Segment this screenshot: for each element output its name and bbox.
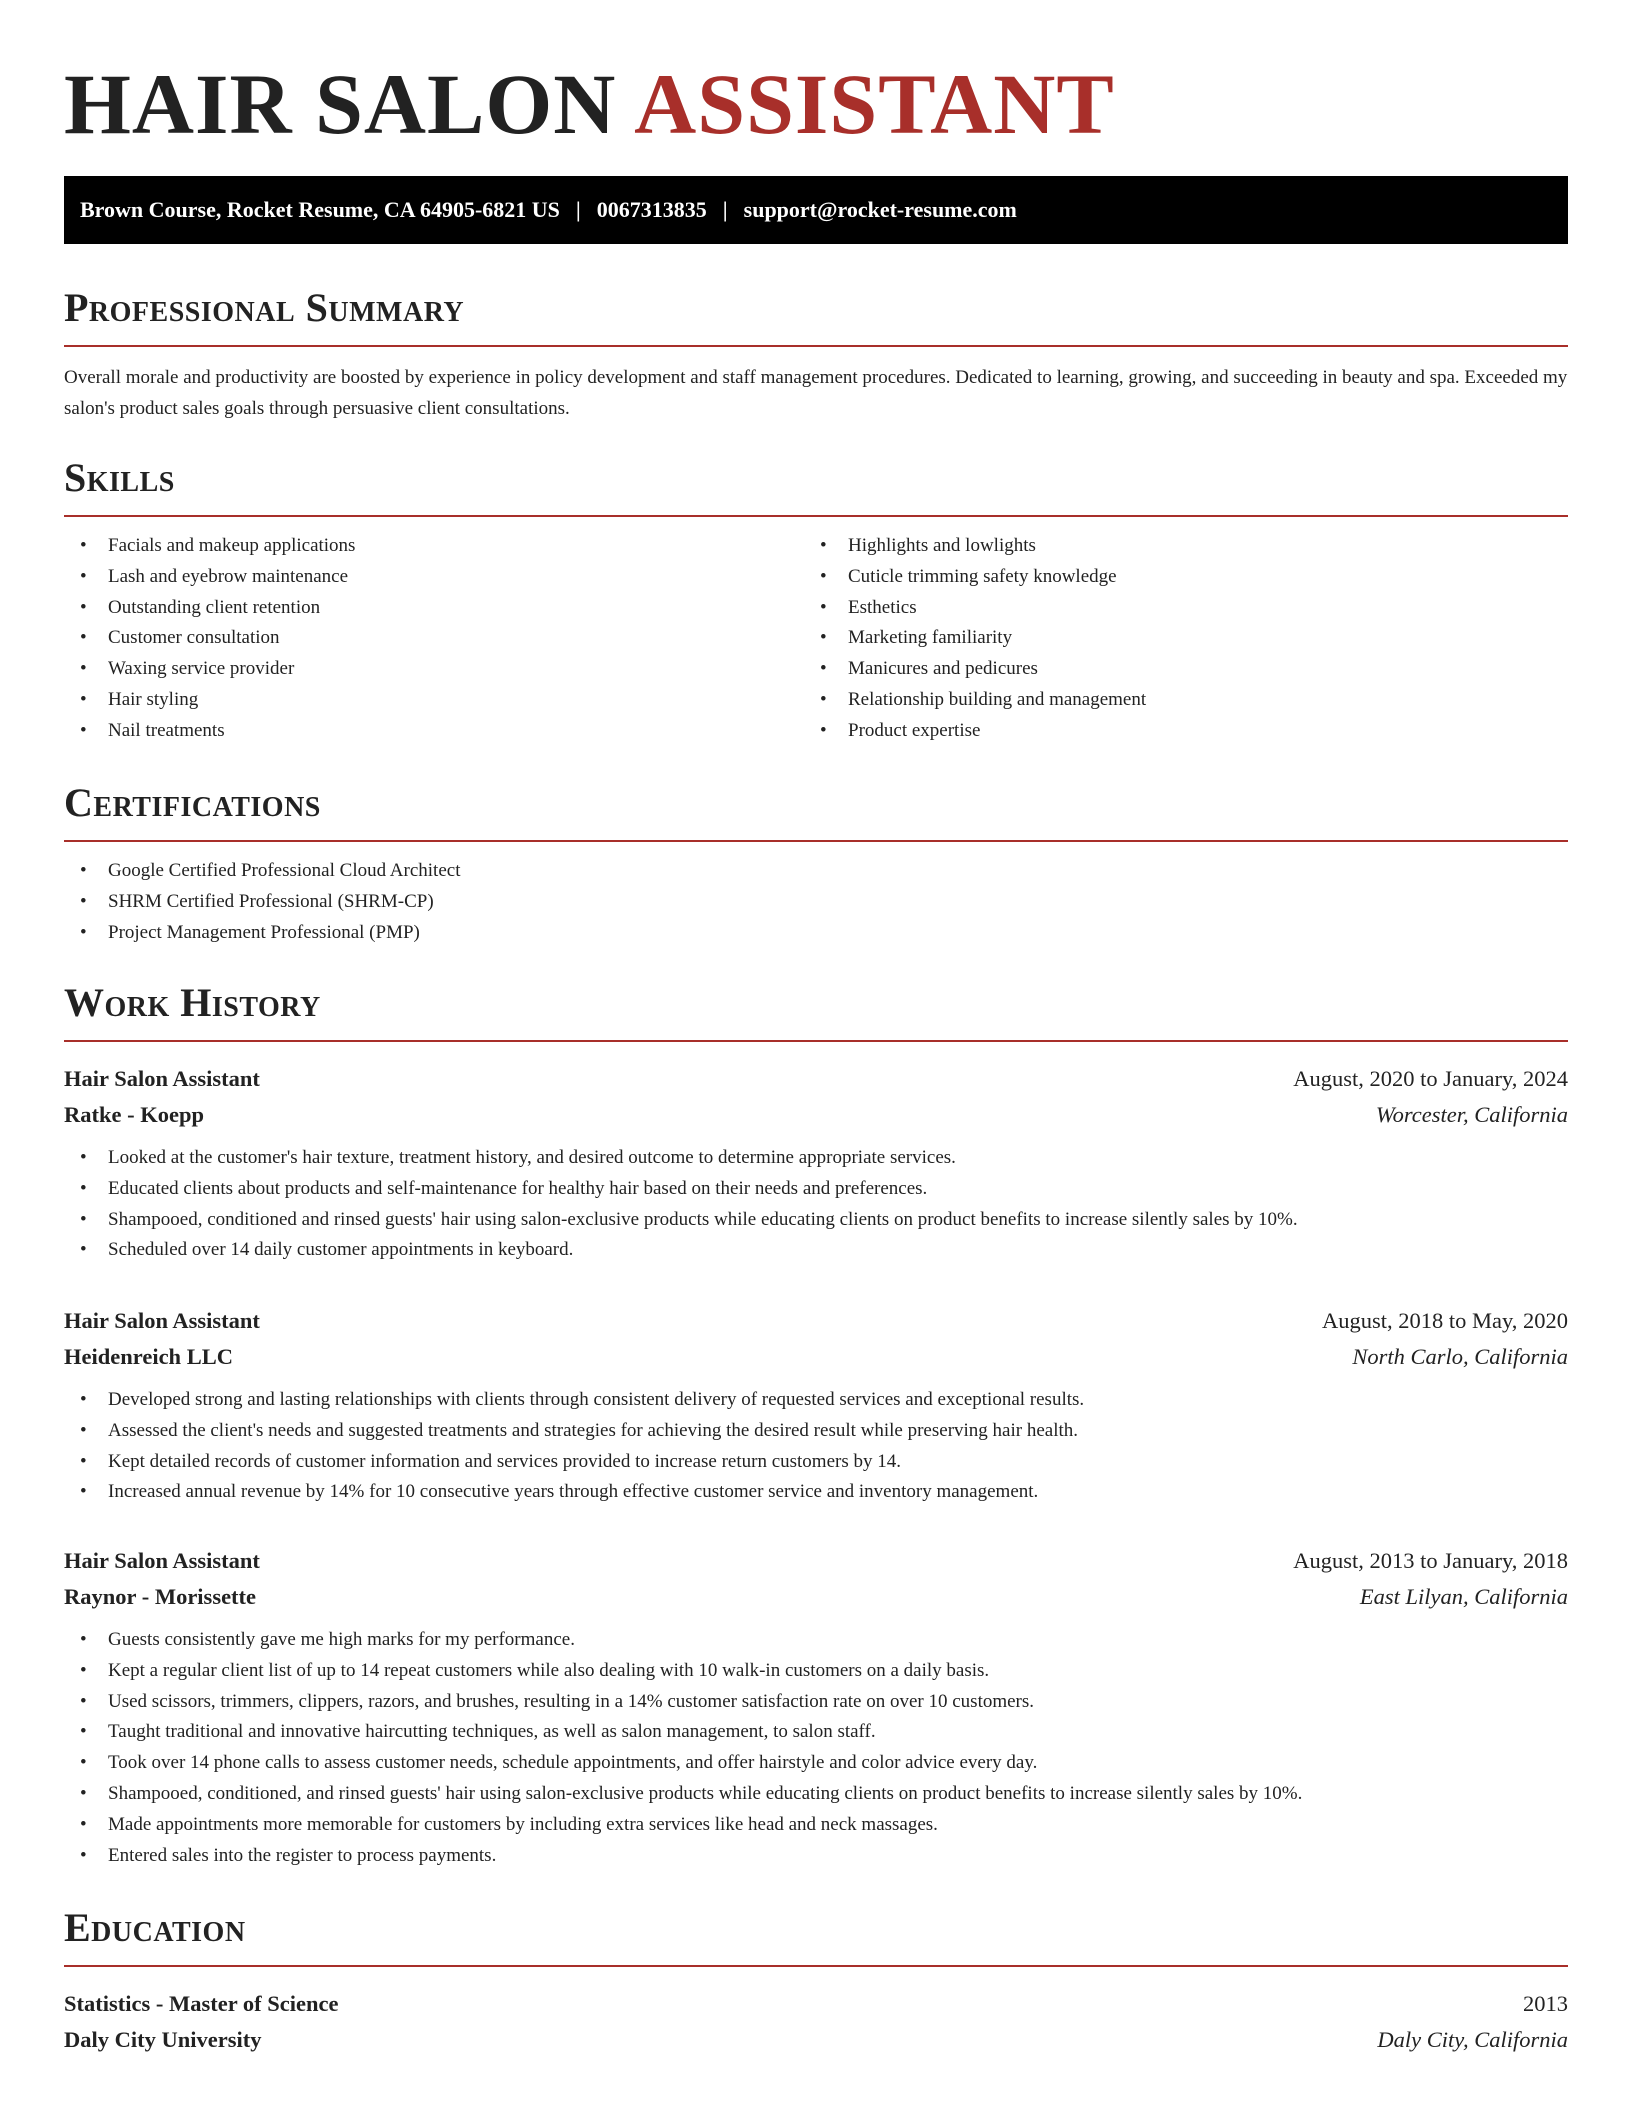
education-section bbox=[64, 1903, 1568, 1967]
job-title: Hair Salon Assistant bbox=[64, 1548, 260, 1573]
skill-item: • Manicures and pedicures bbox=[804, 654, 1544, 685]
skill-item: • Hair styling bbox=[64, 685, 804, 716]
contact-separator: | bbox=[722, 197, 728, 222]
skill-item: • Highlights and lowlights bbox=[804, 531, 1544, 562]
job-title-row bbox=[64, 1061, 1568, 1097]
skills-list-right bbox=[804, 531, 1544, 747]
job-company-row bbox=[64, 1339, 1568, 1375]
education-degree: Statistics - Master of Science bbox=[64, 1991, 339, 2016]
skills-section bbox=[64, 453, 1568, 747]
skills-heading: Skills bbox=[64, 455, 175, 500]
job-bullet: • Guests consistently gave me high marks for my performance. bbox=[64, 1625, 1568, 1656]
job-company-row bbox=[64, 1579, 1568, 1615]
job-company: Heidenreich LLC bbox=[64, 1344, 233, 1369]
job-bullet: • Took over 14 phone calls to assess customer needs, schedule appointments, and offer hairstyle and color advice every day. bbox=[64, 1748, 1568, 1779]
skill-item: • Facials and makeup applications bbox=[64, 531, 804, 562]
certifications-section bbox=[64, 778, 1568, 948]
skills-grid bbox=[64, 531, 1568, 747]
skills-list-left bbox=[64, 531, 804, 747]
job-title: Hair Salon Assistant bbox=[64, 1066, 260, 1091]
skill-item: • Esthetics bbox=[804, 593, 1544, 624]
education-school-row bbox=[64, 2022, 1568, 2058]
job-location: North Carlo, California bbox=[1352, 1344, 1568, 1369]
job-bullet: • Educated clients about products and self-maintenance for healthy hair based on their needs and preferences. bbox=[64, 1174, 1568, 1205]
education-school: Daly City University bbox=[64, 2027, 262, 2052]
summary-heading: Professional Summary bbox=[64, 285, 465, 330]
certifications-list bbox=[64, 856, 1568, 948]
job-company-row bbox=[64, 1097, 1568, 1133]
contact-bar bbox=[64, 176, 1568, 244]
work-history-section bbox=[64, 978, 1568, 1042]
job-company: Ratke - Koepp bbox=[64, 1102, 204, 1127]
job-title-row bbox=[64, 1303, 1568, 1339]
skill-item: • Customer consultation bbox=[64, 623, 804, 654]
job-bullet: • Scheduled over 14 daily customer appointments in keyboard. bbox=[64, 1235, 1568, 1266]
certifications-heading: Certifications bbox=[64, 780, 321, 825]
education-entry bbox=[64, 1986, 1568, 2058]
certification-item: • Project Management Professional (PMP) bbox=[64, 918, 1568, 949]
name-primary: HAIR SALON bbox=[64, 56, 617, 152]
skill-item: • Waxing service provider bbox=[64, 654, 804, 685]
summary-text: Overall morale and productivity are boosted by experience in policy development and staff management procedures. Dedicated to learning, growing, and succeeding in beauty and spa. Exceeded my salon's product sales goals through persuasive client consultations. bbox=[64, 367, 1568, 419]
job-bullets bbox=[64, 1143, 1568, 1266]
contact-email: support@rocket-resume.com bbox=[743, 197, 1017, 222]
job-title-row bbox=[64, 1543, 1568, 1579]
section-divider bbox=[64, 840, 1568, 842]
skill-item: • Outstanding client retention bbox=[64, 593, 804, 624]
job-dates: August, 2018 to May, 2020 bbox=[1321, 1308, 1568, 1333]
job-bullet: • Entered sales into the register to process payments. bbox=[64, 1841, 1568, 1872]
job-title: Hair Salon Assistant bbox=[64, 1308, 260, 1333]
contact-separator: | bbox=[575, 197, 581, 222]
summary-section bbox=[64, 283, 1568, 424]
certification-item: • SHRM Certified Professional (SHRM-CP) bbox=[64, 887, 1568, 918]
job-location: Worcester, California bbox=[1375, 1102, 1568, 1127]
job-bullet: • Made appointments more memorable for customers by including extra services like head and neck massages. bbox=[64, 1810, 1568, 1841]
job-bullet: • Assessed the client's needs and suggested treatments and strategies for achieving the desired result while preserving hair health. bbox=[64, 1416, 1568, 1447]
skill-item: • Cuticle trimming safety knowledge bbox=[804, 562, 1544, 593]
education-location: Daly City, California bbox=[1377, 2027, 1568, 2052]
contact-phone: 0067313835 bbox=[596, 197, 707, 222]
section-divider bbox=[64, 1965, 1568, 1967]
job-bullets bbox=[64, 1625, 1568, 1871]
skill-item: • Marketing familiarity bbox=[804, 623, 1544, 654]
section-divider bbox=[64, 1040, 1568, 1042]
skill-item: • Nail treatments bbox=[64, 716, 804, 747]
job-dates: August, 2013 to January, 2018 bbox=[1293, 1548, 1568, 1573]
job-bullets bbox=[64, 1385, 1568, 1508]
section-divider bbox=[64, 345, 1568, 347]
job-location: East Lilyan, California bbox=[1359, 1584, 1568, 1609]
skill-item: • Relationship building and management bbox=[804, 685, 1544, 716]
name-accent: ASSISTANT bbox=[634, 56, 1115, 152]
work-history-heading: Work History bbox=[64, 980, 321, 1025]
skill-item: • Lash and eyebrow maintenance bbox=[64, 562, 804, 593]
resume-name bbox=[64, 52, 1115, 156]
certification-item: • Google Certified Professional Cloud Architect bbox=[64, 856, 1568, 887]
job-bullet: • Shampooed, conditioned, and rinsed guests' hair using salon-exclusive products while educating clients on product benefits to increase silently sales by 10%. bbox=[64, 1779, 1568, 1810]
job-bullet: • Used scissors, trimmers, clippers, razors, and brushes, resulting in a 14% customer satisfaction rate on over 10 customers. bbox=[64, 1687, 1568, 1718]
education-year: 2013 bbox=[1523, 1991, 1568, 2016]
job-entry bbox=[64, 1303, 1568, 1508]
job-entry bbox=[64, 1061, 1568, 1266]
job-bullet: • Taught traditional and innovative haircutting techniques, as well as salon management, to salon staff. bbox=[64, 1717, 1568, 1748]
job-company: Raynor - Morissette bbox=[64, 1584, 257, 1609]
job-bullet: • Shampooed, conditioned and rinsed guests' hair using salon-exclusive products while educating clients on product benefits to increase silently sales by 10%. bbox=[64, 1205, 1568, 1236]
job-bullet: • Increased annual revenue by 14% for 10 consecutive years through effective customer service and inventory management. bbox=[64, 1477, 1568, 1508]
contact-address: Brown Course, Rocket Resume, CA 64905-6821 US bbox=[80, 197, 560, 222]
job-bullet: • Kept a regular client list of up to 14 repeat customers while also dealing with 10 walk-in customers on a daily basis. bbox=[64, 1656, 1568, 1687]
education-degree-row bbox=[64, 1986, 1568, 2022]
job-entry bbox=[64, 1543, 1568, 1871]
job-bullet: • Developed strong and lasting relationships with clients through consistent delivery of requested services and exceptional results. bbox=[64, 1385, 1568, 1416]
job-dates: August, 2020 to January, 2024 bbox=[1293, 1066, 1568, 1091]
skill-item: • Product expertise bbox=[804, 716, 1544, 747]
section-divider bbox=[64, 515, 1568, 517]
job-bullet: • Kept detailed records of customer information and services provided to increase return customers by 14. bbox=[64, 1447, 1568, 1478]
education-heading: Education bbox=[64, 1905, 246, 1950]
job-bullet: • Looked at the customer's hair texture, treatment history, and desired outcome to determine appropriate services. bbox=[64, 1143, 1568, 1174]
